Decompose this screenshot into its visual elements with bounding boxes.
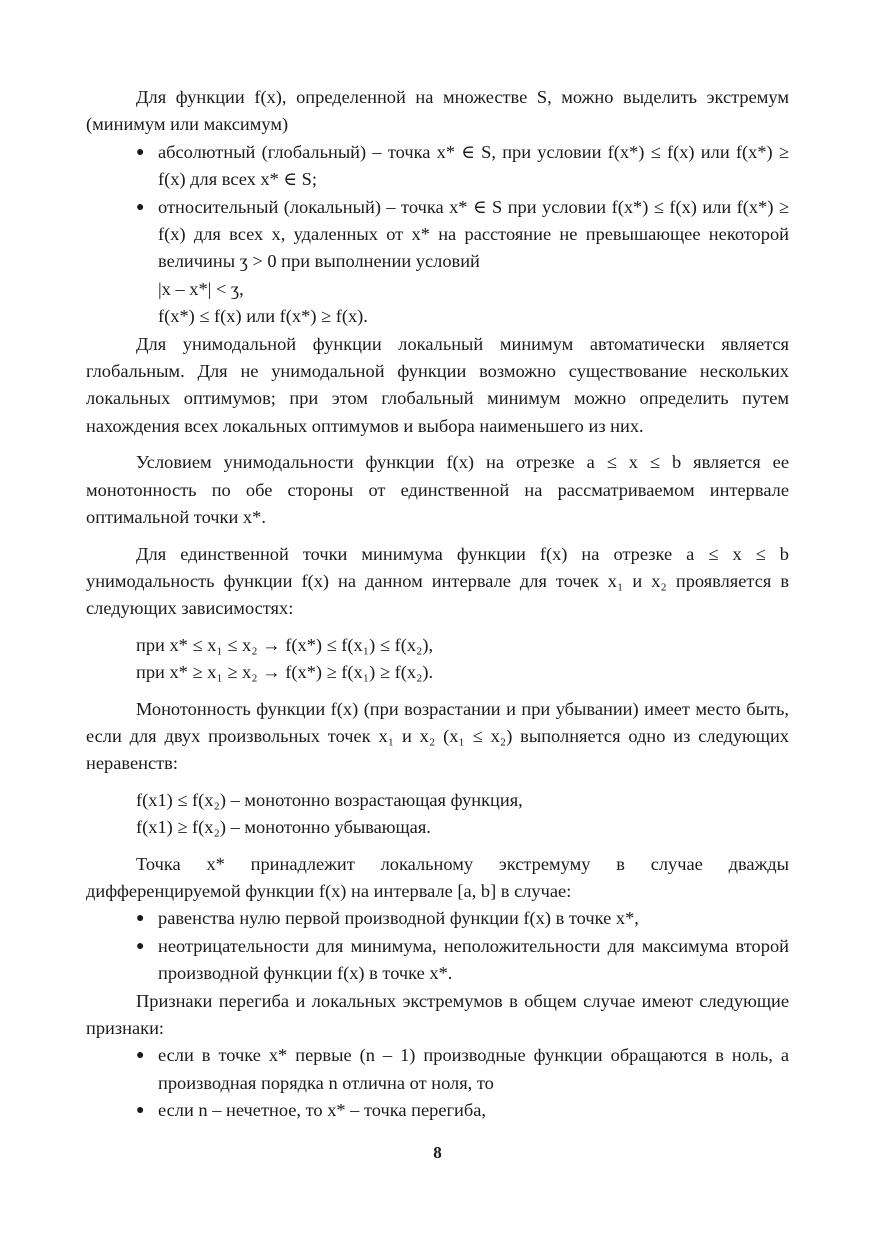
list-item-odd-n: ● если n – нечетное, то x* – точка перегиба, xyxy=(86,1097,789,1124)
list-item-absolute: ● абсолютный (глобальный) – точка x* ∈ S, при условии f(x*) ≤ f(x) или f(x*) ≥ f(x) для всех x* ∈ S; xyxy=(86,139,789,194)
list-item-derivatives-zero: ● если в точке x* первые (n – 1) производные функции обращаются в ноль, а производная порядка n отлична от ноля, то xyxy=(86,1042,789,1097)
paragraph-monotonicity: Монотонность функции f(x) (при возрастании и при убывании) имеет место быть, если для двух произвольных точек x₁ и x₂ (x₁ ≤ x₂) выполняется одно из следующих неравенств: xyxy=(86,698,789,774)
bullet-icon: ● xyxy=(136,1103,145,1119)
list-item-first-derivative: ● равенства нулю первой производной функции f(x) в точке x*, xyxy=(86,905,789,932)
bullet-icon: ● xyxy=(136,938,145,954)
paragraph-inflection: Признаки перегиба и локальных экстремумов в общем случае имеют следующие признаки: xyxy=(86,990,789,1038)
paragraph-unimodal: Для унимодальной функции локальный минимум автоматически является глобальным. Для не унимодальной функции возможно существование нескольких локальных оптимумов; при этом глобальный минимум можно определить путем нахождения всех локальных оптимумов и выбора наименьшего из них. xyxy=(86,333,789,436)
list-item-second-derivative: ● неотрицательности для минимума, неположительности для максимума второй производной функции f(x) в точке x*. xyxy=(86,933,789,988)
formula-increasing: при x* ≤ x₁ ≤ x₂ → f(x*) ≤ f(x₁) ≤ f(x₂), xyxy=(136,634,434,655)
bullet-icon: ● xyxy=(136,144,145,160)
formula-monotone-increasing: f(x1) ≤ f(x₂) – монотонно возрастающая функция, xyxy=(136,789,523,810)
formula-decreasing: при x* ≥ x₁ ≥ x₂ → f(x*) ≥ f(x₁) ≥ f(x₂). xyxy=(136,662,434,683)
extremum-conditions-list xyxy=(86,905,789,987)
list-item-relative: ● относительный (локальный) – точка x* ∈ S при условии f(x*) ≤ f(x) или f(x*) ≥ f(x) для всех x, удаленных от x* на расстояние не превышающее некоторой величины ʒ > 0 при выполнении условий xyxy=(86,194,789,276)
page-number: 8 xyxy=(433,1143,442,1162)
bullet-icon: ● xyxy=(136,199,145,215)
paragraph-unimodality-condition: Условием унимодальности функции f(x) на отрезке a ≤ x ≤ b является ее монотонность по обе стороны от единственной на рассматриваемом интервале оптимальной точки x*. xyxy=(86,452,789,528)
inflection-list xyxy=(86,1042,789,1124)
paragraph-local-extremum: Точка x* принадлежит локальному экстремуму в случае дважды дифференцируемой функции f(x) на интервале [a, b] в случае: xyxy=(86,853,789,901)
condition-1: |x – x*| < ʒ, xyxy=(158,278,244,299)
bullet-icon: ● xyxy=(136,1048,145,1064)
bullet-icon: ● xyxy=(136,911,145,927)
condition-2: f(x*) ≤ f(x) или f(x*) ≥ f(x). xyxy=(158,306,368,327)
formula-monotone-decreasing: f(x1) ≥ f(x₂) – монотонно убывающая. xyxy=(136,817,431,838)
paragraph-intro: Для функции f(x), определенной на множестве S, можно выделить экстремум (минимум или максимум) xyxy=(86,87,789,135)
extremum-types-list xyxy=(86,139,789,276)
paragraph-minimum-point: Для единственной точки минимума функции f(x) на отрезке a ≤ x ≤ b унимодальность функции f(x) на данном интервале для точек x₁ и x₂ проявляется в следующих зависимостях: xyxy=(86,543,789,619)
